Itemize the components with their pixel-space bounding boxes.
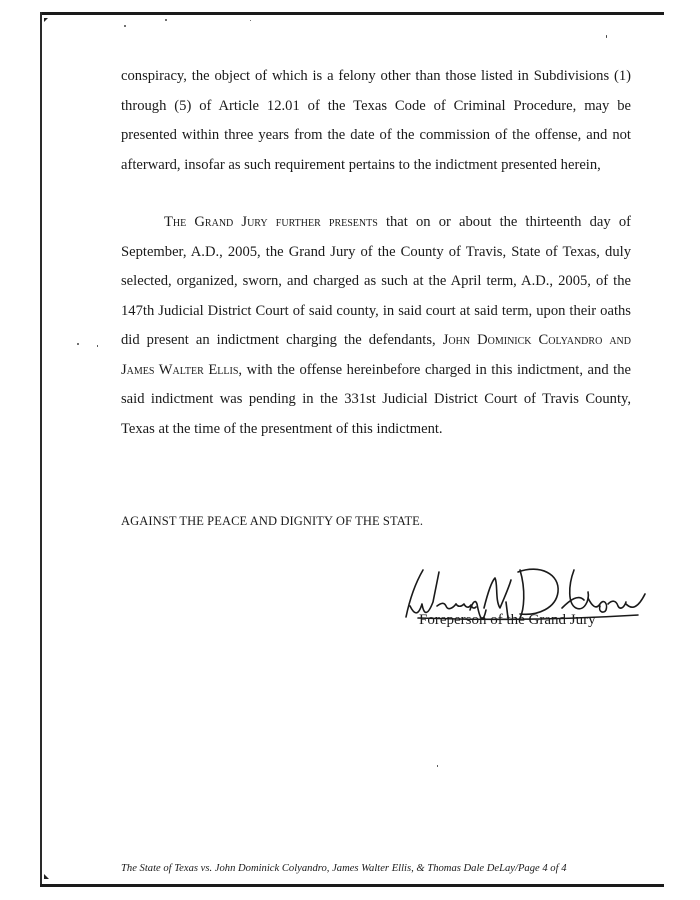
defendant-names: John Dominick Colyandro and James Walter Ellis <box>121 332 631 378</box>
scan-speck <box>437 765 438 767</box>
top-border-rule <box>40 12 664 15</box>
scan-speck <box>97 345 98 347</box>
closing-statement: AGAINST THE PEACE AND DIGNITY OF THE STATE. <box>121 514 424 528</box>
scan-speck <box>124 25 126 27</box>
presentment-text-part-2: , with the offense hereinbefore charged in this indictment, and the said indictment was pending in the 331st Judicial District Court of Travis County, Texas at the time of the presentment of this indictment. <box>121 361 631 437</box>
bottom-corner-mark <box>44 874 49 879</box>
scan-speck <box>250 20 251 21</box>
page-footer: The State of Texas vs. John Dominick Colyandro, James Walter Ellis, & Thomas Dale DeLay/Page 4 of 4 <box>121 863 567 874</box>
scan-speck <box>165 19 167 21</box>
scan-speck <box>606 35 607 38</box>
lead-in-small-caps: The Grand Jury further presents <box>164 214 378 230</box>
top-corner-mark <box>44 18 48 22</box>
paragraph-grand-jury-presentment <box>121 208 631 444</box>
left-border-rule <box>40 12 42 887</box>
presentment-text-part-1: that on or about the thirteenth day of September, A.D., 2005, the Grand Jury of the County of Travis, State of Texas, duly selected, organized, sworn, and charged as such at the April term, A.D., 2005, of the 147th Judicial District Court of said county, in said court at said term, upon their oaths did present an indictment charging the defendants, <box>121 214 631 348</box>
scan-speck <box>77 343 79 345</box>
signature-caption: Foreperson of the Grand Jury <box>419 612 596 628</box>
bottom-border-rule <box>40 884 664 887</box>
paragraph-statute-limitation: conspiracy, the object of which is a felony other than those listed in Subdivisions (1) through (5) of Article 12.01 of the Texas Code of Criminal Procedure, may be presented within three years from the date of the commission of the offense, and not afterward, insofar as such requirement pertains to the indictment presented herein, <box>121 68 631 173</box>
